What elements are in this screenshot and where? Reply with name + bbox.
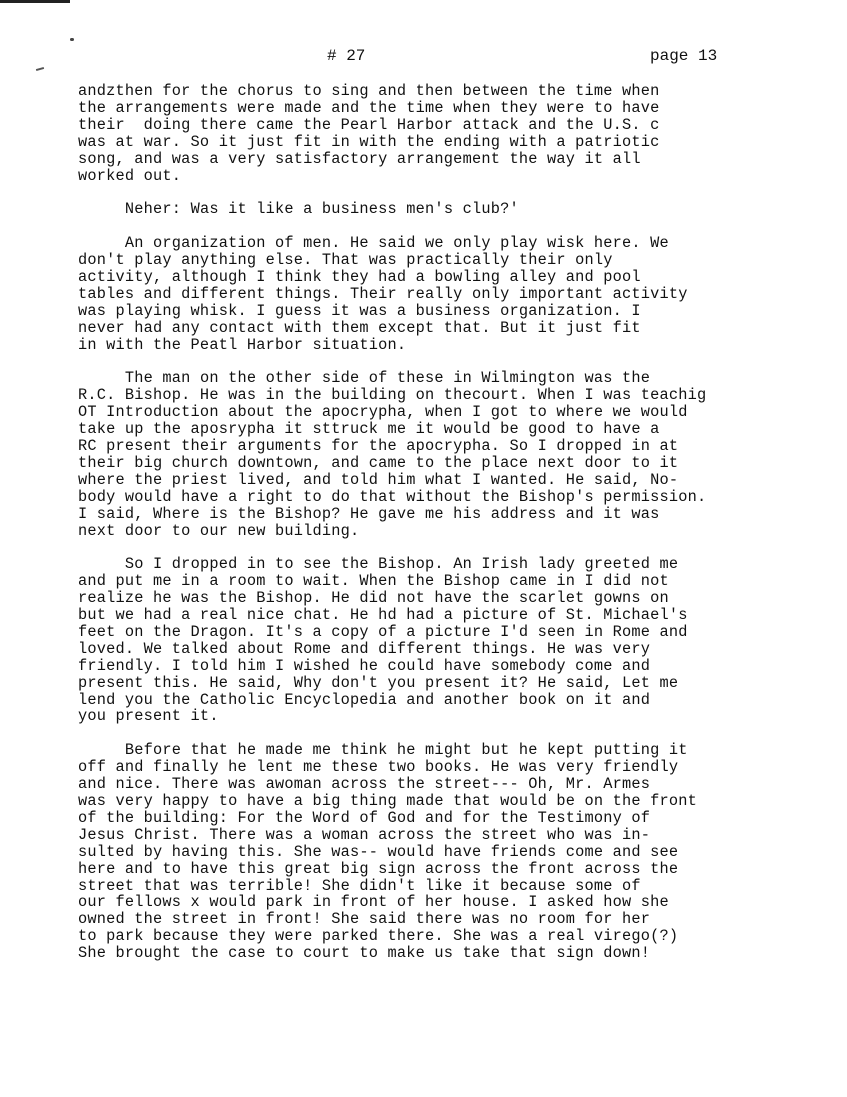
scan-artifact-line: [0, 0, 70, 3]
page-number: page 13: [650, 47, 718, 65]
paragraph-neher-question: Neher: Was it like a business men's club?': [78, 200, 519, 219]
page-header: [0, 47, 847, 69]
paragraph-rc-bishop: The man on the other side of these in Wilmington was the R.C. Bishop. He was in the building on thecourt. When I was teachig OT Introduction about the apocrypha, when I got to where we would take up the aposrypha it sttruck me it would be good to have a RC present their arguments for the apocrypha. So I dropped in at their big church downtown, and came to the place next door to it where the priest lived, and told him what I wanted. He said, No- body would have a right to do that without the Bishop's permission. I said, Where is the Bishop? He gave me his address and it was next door to our new building.: [78, 369, 707, 540]
paragraph-sign-dispute: Before that he made me think he might but he kept putting it off and finally he lent me these two books. He was very friendly and nice. There was awoman across the street--- Oh, Mr. Armes was very happy to have a big thing made that would be on the front of the building: For the Word of God and for the Testimony of Jesus Christ. There was a woman across the street who was in- sulted by having this. She was-- would have friends come and see here and to have this great big sign across the front across the street that was terrible! She didn't like it because some of our fellows x would park in front of her house. I asked how she owned the street in front! She said there was no room for her to park because they were parked there. She was a real virego(?) She brought the case to court to make us take that sign down!: [78, 741, 698, 963]
transcript-body: [78, 83, 778, 979]
paragraph-chorus: andzthen for the chorus to sing and then between the time when the arrangements were made and the time when they were to have their doing there came the Pearl Harbor attack and the U.S. c was at war. So it just fit in with the ending with a patriotic song, and was a very satisfactory arrangement the way it all worked out.: [78, 82, 660, 185]
document-number: # 27: [327, 47, 366, 65]
scan-artifact-dot: [70, 38, 74, 41]
paragraph-visit-bishop: So I dropped in to see the Bishop. An Irish lady greeted me and put me in a room to wait. When the Bishop came in I did not realize he was the Bishop. He did not have the scarlet gowns on but we had a real nice chat. He hd had a picture of St. Michael's feet on the Dragon. It's a copy of a picture I'd seen in Rome and loved. We talked about Rome and different things. He was very friendly. I told him I wished he could have somebody come and present this. He said, Why don't you present it? He said, Let me lend you the Catholic Encyclopedia and another book on it and you present it.: [78, 555, 688, 726]
paragraph-organization: An organization of men. He said we only play wisk here. We don't play anything else. That was practically their only activity, although I think they had a bowling alley and pool tables and different things. Their really only important activity was playing whisk. I guess it was a business organization. I never had any contact with them except that. But it just fit in with the Peatl Harbor situation.: [78, 234, 688, 354]
